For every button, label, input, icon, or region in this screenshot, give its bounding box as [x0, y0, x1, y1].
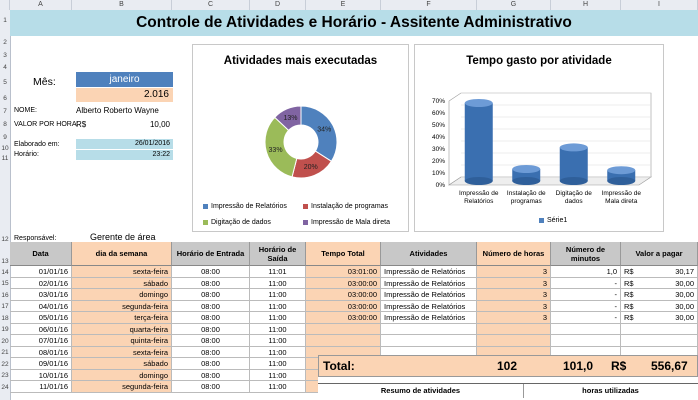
elaborado-label: Elaborado em: — [14, 141, 60, 148]
cell-dia[interactable]: sábado — [72, 358, 172, 370]
column-header-d[interactable]: D — [250, 0, 306, 10]
chart-title: Atividades mais executadas — [223, 55, 378, 67]
cell-rs[interactable]: R$ — [621, 278, 637, 290]
y-tick-label: 60% — [431, 110, 445, 117]
legend-item — [303, 219, 390, 226]
row-header[interactable]: 6 — [3, 95, 7, 102]
nome-label: NOME: — [14, 107, 37, 114]
cell-dia[interactable]: sábado — [72, 278, 172, 290]
row-header[interactable]: 18 — [1, 315, 9, 322]
header-entrada[interactable]: Horário de Entrada — [172, 242, 250, 266]
table-row — [10, 324, 698, 336]
slice-label: 34% — [317, 126, 332, 134]
legend-label: Série1 — [547, 217, 568, 224]
row-header[interactable]: 10 — [1, 145, 9, 152]
y-tick-label: 50% — [431, 122, 445, 129]
cell-saida[interactable]: 11:00 — [250, 312, 306, 324]
row-header[interactable]: 9 — [3, 134, 7, 141]
legend-item — [203, 219, 271, 226]
cell-minutos[interactable]: - — [551, 301, 621, 313]
cell-atividade[interactable]: Impressão de Relatórios — [381, 301, 477, 313]
cell-valor[interactable]: 30,00 — [637, 278, 698, 290]
cell-valor[interactable]: 30,17 — [637, 266, 698, 278]
cell-rs[interactable] — [621, 324, 637, 336]
cell-dia[interactable]: terça-feira — [72, 312, 172, 324]
cell-saida[interactable]: 11:00 — [250, 278, 306, 290]
row-header[interactable]: 13 — [1, 258, 9, 265]
table-row — [10, 312, 698, 324]
row-header[interactable]: 19 — [1, 326, 9, 333]
header-atividades[interactable]: Atividades — [381, 242, 477, 266]
column-header-h[interactable]: H — [551, 0, 621, 10]
cell-saida[interactable]: 11:00 — [250, 358, 306, 370]
legend-label: Impressão de Mala direta — [311, 219, 390, 226]
bar-chart — [415, 45, 665, 233]
cell-minutos[interactable] — [551, 335, 621, 347]
sheet-title[interactable]: Controle de Atividades e Horário - Assitente Administrativo — [10, 10, 698, 36]
x-tick-label: Relatórios — [464, 198, 494, 205]
row-header[interactable]: 5 — [3, 79, 7, 86]
header-data[interactable]: Data — [10, 242, 72, 266]
responsavel-label: Responsável: — [14, 235, 57, 242]
horas-utilizadas-header[interactable]: horas utilizadas — [582, 386, 639, 395]
cell-saida[interactable]: 11:00 — [250, 289, 306, 301]
totals-bar — [318, 355, 698, 377]
cell-valor[interactable]: 30,00 — [637, 301, 698, 313]
cell-horas[interactable]: 3 — [477, 278, 551, 290]
cell-minutos[interactable]: 1,0 — [551, 266, 621, 278]
cell-atividade[interactable]: Impressão de Relatórios — [381, 266, 477, 278]
legend-item — [539, 217, 567, 224]
bar-cap — [465, 99, 493, 107]
cell-data[interactable]: 05/01/16 — [10, 312, 72, 324]
cell-minutos[interactable]: - — [551, 289, 621, 301]
column-header-b[interactable]: B — [72, 0, 172, 10]
cell-minutos[interactable]: - — [551, 312, 621, 324]
cell-total[interactable] — [306, 335, 381, 347]
cell-valor[interactable]: 30,00 — [637, 289, 698, 301]
cell-entrada[interactable]: 08:00 — [172, 381, 250, 393]
elaborado-value[interactable]: 26/01/2016 — [76, 139, 173, 149]
table-row — [10, 266, 698, 278]
cell-valor[interactable] — [637, 324, 698, 336]
cell-saida[interactable]: 11:00 — [250, 347, 306, 359]
cell-data[interactable]: 09/01/16 — [10, 358, 72, 370]
cell-horas[interactable] — [477, 335, 551, 347]
table-row — [10, 278, 698, 290]
cell-dia[interactable]: sexta-feira — [72, 266, 172, 278]
nome-value[interactable]: Alberto Roberto Wayne — [76, 106, 159, 115]
valor-hora-value[interactable]: 10,00 — [149, 120, 170, 129]
column-header-f[interactable]: F — [381, 0, 477, 10]
row-header[interactable]: 7 — [3, 108, 7, 115]
cell-horas[interactable]: 3 — [477, 312, 551, 324]
legend-swatch-green — [203, 220, 208, 225]
chart-title: Tempo gasto por atividade — [466, 55, 612, 67]
row-header[interactable]: 8 — [3, 121, 7, 128]
x-tick-label: Mala direta — [605, 198, 638, 205]
chart-tempo-panel[interactable] — [414, 44, 664, 232]
cell-saida[interactable]: 11:00 — [250, 381, 306, 393]
ano-value-cell[interactable]: 2.016 — [76, 88, 173, 102]
horario-label: Horário: — [14, 151, 39, 158]
row-header[interactable]: 4 — [3, 64, 7, 71]
cell-atividade[interactable]: Impressão de Relatórios — [381, 289, 477, 301]
row-header[interactable]: 15 — [1, 280, 9, 287]
cell-minutos[interactable] — [551, 324, 621, 336]
cell-dia[interactable]: quarta-feira — [72, 324, 172, 336]
cell-horas[interactable] — [477, 324, 551, 336]
cell-horas[interactable]: 3 — [477, 266, 551, 278]
cell-saida[interactable]: 11:01 — [250, 266, 306, 278]
row-header[interactable]: 1 — [3, 17, 7, 24]
row-header[interactable]: 11 — [1, 155, 9, 162]
cell-dia[interactable]: segunda-feira — [72, 301, 172, 313]
legend-item — [303, 203, 388, 210]
cell-atividade[interactable]: Impressão de Relatórios — [381, 312, 477, 324]
total-currency: R$ — [611, 359, 627, 373]
total-valor[interactable]: 556,67 — [651, 359, 688, 373]
total-minutos[interactable]: 101,0 — [563, 359, 594, 373]
mes-label: Mês: — [33, 76, 56, 88]
cell-total[interactable]: 03:00:00 — [306, 301, 381, 313]
cell-rs[interactable]: R$ — [621, 312, 637, 324]
y-tick-label: 30% — [431, 146, 445, 153]
cell-entrada[interactable]: 08:00 — [172, 358, 250, 370]
y-tick-label: 70% — [431, 98, 445, 105]
x-tick-label: Instalação de — [506, 190, 546, 197]
legend-label: Digitação de dados — [211, 219, 271, 226]
cell-saida[interactable]: 11:00 — [250, 335, 306, 347]
cell-data[interactable]: 07/01/16 — [10, 335, 72, 347]
responsavel-value[interactable]: Gerente de área — [90, 232, 156, 242]
resumo-area — [318, 377, 698, 400]
cell-horas[interactable]: 3 — [477, 301, 551, 313]
legend-label: Impressão de Relatórios — [211, 203, 287, 210]
cell-saida[interactable]: 11:00 — [250, 370, 306, 382]
legend-swatch-purple — [303, 220, 308, 225]
x-tick-label: Impressão de — [601, 190, 641, 197]
x-tick-label: Digitação de — [555, 190, 592, 197]
cell-rs[interactable]: R$ — [621, 289, 637, 301]
header-valor-pagar[interactable]: Valor a pagar — [621, 242, 698, 266]
cell-entrada[interactable]: 08:00 — [172, 370, 250, 382]
bar-base — [560, 177, 588, 185]
cell-rs[interactable]: R$ — [621, 266, 637, 278]
row-header[interactable]: 2 — [3, 39, 7, 46]
column-header-c[interactable]: C — [172, 0, 250, 10]
cell-horas[interactable]: 3 — [477, 289, 551, 301]
cell-entrada[interactable]: 08:00 — [172, 278, 250, 290]
y-tick-label: 40% — [431, 134, 445, 141]
legend-swatch-blue — [203, 204, 208, 209]
row-header[interactable]: 12 — [1, 236, 9, 243]
slice-label: 20% — [303, 164, 318, 172]
header-saida[interactable]: Horário de Saída — [250, 242, 306, 266]
slice-label: 33% — [268, 146, 283, 154]
cell-minutos[interactable]: - — [551, 278, 621, 290]
cell-saida[interactable]: 11:00 — [250, 324, 306, 336]
bar-cap — [607, 166, 635, 174]
cell-data[interactable]: 04/01/16 — [10, 301, 72, 313]
bar-base — [607, 177, 635, 185]
table-row — [10, 301, 698, 313]
row-header[interactable]: 21 — [1, 349, 9, 356]
legend-swatch-red — [303, 204, 308, 209]
slice-label: 13% — [283, 115, 298, 123]
row-header[interactable]: 17 — [1, 303, 9, 310]
cell-dia[interactable]: segunda-feira — [72, 381, 172, 393]
horario-value[interactable]: 23:22 — [76, 150, 173, 160]
chart-atividades-panel[interactable] — [192, 44, 409, 232]
total-horas[interactable]: 102 — [497, 359, 518, 373]
row-header[interactable]: 14 — [1, 269, 9, 276]
row-header[interactable]: 23 — [1, 372, 9, 379]
cell-data[interactable]: 11/01/16 — [10, 381, 72, 393]
cell-atividade[interactable]: Impressão de Relatórios — [381, 278, 477, 290]
cell-total[interactable]: 03:00:00 — [306, 278, 381, 290]
column-header-g[interactable]: G — [477, 0, 551, 10]
cell-data[interactable]: 01/01/16 — [10, 266, 72, 278]
y-tick-label: 10% — [431, 170, 445, 177]
x-tick-label: Impressão de — [459, 190, 499, 197]
header-dia-semana[interactable]: dia da semana — [72, 242, 172, 266]
x-tick-label: programas — [510, 198, 542, 205]
cell-rs[interactable]: R$ — [621, 301, 637, 313]
cell-data[interactable]: 02/01/16 — [10, 278, 72, 290]
cell-total[interactable]: 03:00:00 — [306, 289, 381, 301]
cell-data[interactable]: 08/01/16 — [10, 347, 72, 359]
cell-dia[interactable]: domingo — [72, 289, 172, 301]
resumo-header[interactable]: Resumo de atividades — [318, 384, 524, 398]
row-header[interactable]: 24 — [1, 384, 9, 391]
cell-atividade[interactable] — [381, 335, 477, 347]
x-tick-label: dados — [564, 198, 583, 205]
valor-hora-label: VALOR POR HORA: — [14, 121, 79, 128]
cell-saida[interactable]: 11:00 — [250, 301, 306, 313]
row-header[interactable]: 20 — [1, 338, 9, 345]
cell-data[interactable]: 06/01/16 — [10, 324, 72, 336]
cell-entrada[interactable]: 08:00 — [172, 324, 250, 336]
cell-atividade[interactable] — [381, 324, 477, 336]
cell-entrada[interactable]: 08:00 — [172, 335, 250, 347]
column-header-a[interactable]: A — [10, 0, 72, 10]
legend-swatch-blue — [539, 218, 544, 223]
header-numero-horas[interactable]: Número de horas — [477, 242, 551, 266]
row-header[interactable]: 3 — [3, 52, 7, 59]
cell-entrada[interactable]: 08:00 — [172, 347, 250, 359]
header-tempo-total[interactable]: Tempo Total — [306, 242, 381, 266]
cell-valor[interactable]: 30,00 — [637, 312, 698, 324]
bar-base — [465, 177, 493, 185]
column-header-e[interactable]: E — [306, 0, 381, 10]
cell-entrada[interactable]: 08:00 — [172, 289, 250, 301]
legend-label: Instalação de programas — [311, 203, 389, 210]
cell-rs[interactable] — [621, 335, 637, 347]
table-row — [10, 289, 698, 301]
column-header-i[interactable]: I — [621, 0, 698, 10]
cell-entrada[interactable]: 08:00 — [172, 301, 250, 313]
mes-value-cell[interactable]: janeiro — [76, 72, 173, 87]
cell-entrada[interactable]: 08:00 — [172, 312, 250, 324]
cell-dia[interactable]: domingo — [72, 370, 172, 382]
bar-cap — [512, 165, 540, 173]
cell-total[interactable]: 03:00:00 — [306, 312, 381, 324]
valor-hora-currency: R$ — [76, 120, 87, 129]
cell-valor[interactable] — [637, 335, 698, 347]
cell-total[interactable] — [306, 324, 381, 336]
cell-total[interactable]: 03:01:00 — [306, 266, 381, 278]
y-tick-label: 20% — [431, 158, 445, 165]
table-row — [10, 335, 698, 347]
bar — [465, 103, 493, 181]
bar-cap — [560, 143, 588, 151]
header-numero-minutos[interactable]: Número de minutos — [551, 242, 621, 266]
select-all-corner[interactable] — [0, 0, 10, 10]
y-tick-label: 0% — [435, 182, 445, 189]
cell-dia[interactable]: sexta-feira — [72, 347, 172, 359]
bar-base — [512, 177, 540, 185]
cell-entrada[interactable]: 08:00 — [172, 266, 250, 278]
cell-data[interactable]: 10/01/16 — [10, 370, 72, 382]
cell-data[interactable]: 03/01/16 — [10, 289, 72, 301]
total-label: Total: — [323, 359, 355, 373]
bar — [560, 147, 588, 181]
legend-item — [203, 203, 287, 210]
cell-dia[interactable]: quinta-feira — [72, 335, 172, 347]
row-header[interactable]: 16 — [1, 292, 9, 299]
row-header[interactable]: 22 — [1, 361, 9, 368]
